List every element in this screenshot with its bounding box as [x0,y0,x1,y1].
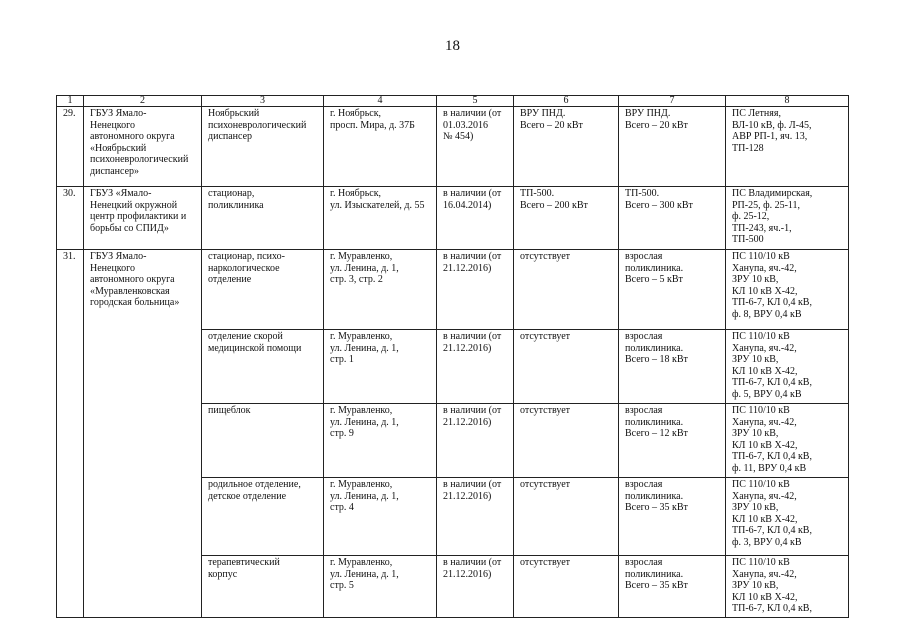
column-number: 2 [84,96,202,107]
facility-name: родильное отделение, детское отделение [202,478,324,556]
facility-address: г. Ноябрьск, ул. Изыскателей, д. 55 [324,187,437,250]
institution-name: ГБУЗ Ямало- Ненецкого автономного округа «Муравленковская городская больница» [84,250,202,618]
power-supply-scheme: ПС 110/10 кВ Ханупа, яч.-42, ЗРУ 10 кВ, КЛ 10 кВ Х-42, ТП-6-7, КЛ 0,4 кВ, ф. 11, ВРУ 0,4 кВ [726,404,849,478]
column-number: 3 [202,96,324,107]
power-supply-scheme: ПС 110/10 кВ Ханупа, яч.-42, ЗРУ 10 кВ, КЛ 10 кВ Х-42, ТП-6-7, КЛ 0,4 кВ, [726,556,849,618]
table-row [57,187,849,250]
power-supply-scheme: ПС Владимирская, РП-25, ф. 25-11, ф. 25-12, ТП-243, яч.-1, ТП-500 [726,187,849,250]
facility-name: стационар, психо- наркологическое отделение [202,250,324,330]
institution-name: ГБУЗ Ямало- Ненецкого автономного округа «Ноябрьский психоневрологический диспансер» [84,107,202,187]
table-row [57,250,849,330]
facility-name: Ноябрьский психоневрологический диспансер [202,107,324,187]
facility-address: г. Муравленко, ул. Ленина, д. 1, стр. 9 [324,404,437,478]
availability-status: в наличии (от 01.03.2016 № 454) [437,107,514,187]
facility-address: г. Муравленко, ул. Ленина, д. 1, стр. 5 [324,556,437,618]
column-number: 6 [514,96,619,107]
row-number: 31. [57,250,84,618]
power-source-backup: ТП-500. Всего – 300 кВт [619,187,726,250]
facility-address: г. Ноябрьск, просп. Мира, д. 37Б [324,107,437,187]
column-number-row [57,96,849,107]
facility-name: отделение скорой медицинской помощи [202,330,324,404]
facility-address: г. Муравленко, ул. Ленина, д. 1, стр. 3, стр. 2 [324,250,437,330]
power-source-backup: взрослая поликлиника. Всего – 35 кВт [619,556,726,618]
power-source-current: ВРУ ПНД. Всего – 20 кВт [514,107,619,187]
availability-status: в наличии (от 16.04.2014) [437,187,514,250]
row-number: 30. [57,187,84,250]
availability-status: в наличии (от 21.12.2016) [437,250,514,330]
power-supply-scheme: ПС 110/10 кВ Ханупа, яч.-42, ЗРУ 10 кВ, КЛ 10 кВ Х-42, ТП-6-7, КЛ 0,4 кВ, ф. 5, ВРУ 0,4 кВ [726,330,849,404]
power-source-current: отсутствует [514,250,619,330]
power-source-backup: взрослая поликлиника. Всего – 18 кВт [619,330,726,404]
availability-status: в наличии (от 21.12.2016) [437,330,514,404]
institution-name: ГБУЗ «Ямало- Ненецкий окружной центр профилактики и борьбы со СПИД» [84,187,202,250]
power-source-current: отсутствует [514,556,619,618]
column-number: 5 [437,96,514,107]
power-source-current: отсутствует [514,478,619,556]
page-number: 18 [445,38,460,54]
power-source-backup: ВРУ ПНД. Всего – 20 кВт [619,107,726,187]
power-source-current: отсутствует [514,404,619,478]
availability-status: в наличии (от 21.12.2016) [437,404,514,478]
facility-address: г. Муравленко, ул. Ленина, д. 1, стр. 4 [324,478,437,556]
row-number: 29. [57,107,84,187]
table-row [57,107,849,187]
facility-name: терапевтический корпус [202,556,324,618]
facility-name: стационар, поликлиника [202,187,324,250]
facility-name: пищеблок [202,404,324,478]
column-number: 1 [57,96,84,107]
facilities-table [56,95,849,618]
power-source-current: ТП-500. Всего – 200 кВт [514,187,619,250]
power-supply-scheme: ПС 110/10 кВ Ханупа, яч.-42, ЗРУ 10 кВ, КЛ 10 кВ Х-42, ТП-6-7, КЛ 0,4 кВ, ф. 3, ВРУ 0,4 кВ [726,478,849,556]
column-number: 4 [324,96,437,107]
availability-status: в наличии (от 21.12.2016) [437,478,514,556]
power-source-backup: взрослая поликлиника. Всего – 5 кВт [619,250,726,330]
power-supply-scheme: ПС 110/10 кВ Ханупа, яч.-42, ЗРУ 10 кВ, КЛ 10 кВ Х-42, ТП-6-7, КЛ 0,4 кВ, ф. 8, ВРУ 0,4 кВ [726,250,849,330]
availability-status: в наличии (от 21.12.2016) [437,556,514,618]
facility-address: г. Муравленко, ул. Ленина, д. 1, стр. 1 [324,330,437,404]
column-number: 7 [619,96,726,107]
power-supply-scheme: ПС Летняя, ВЛ-10 кВ, ф. Л-45, АВР РП-1, яч. 13, ТП-128 [726,107,849,187]
column-number: 8 [726,96,849,107]
power-source-current: отсутствует [514,330,619,404]
power-source-backup: взрослая поликлиника. Всего – 35 кВт [619,478,726,556]
power-source-backup: взрослая поликлиника. Всего – 12 кВт [619,404,726,478]
